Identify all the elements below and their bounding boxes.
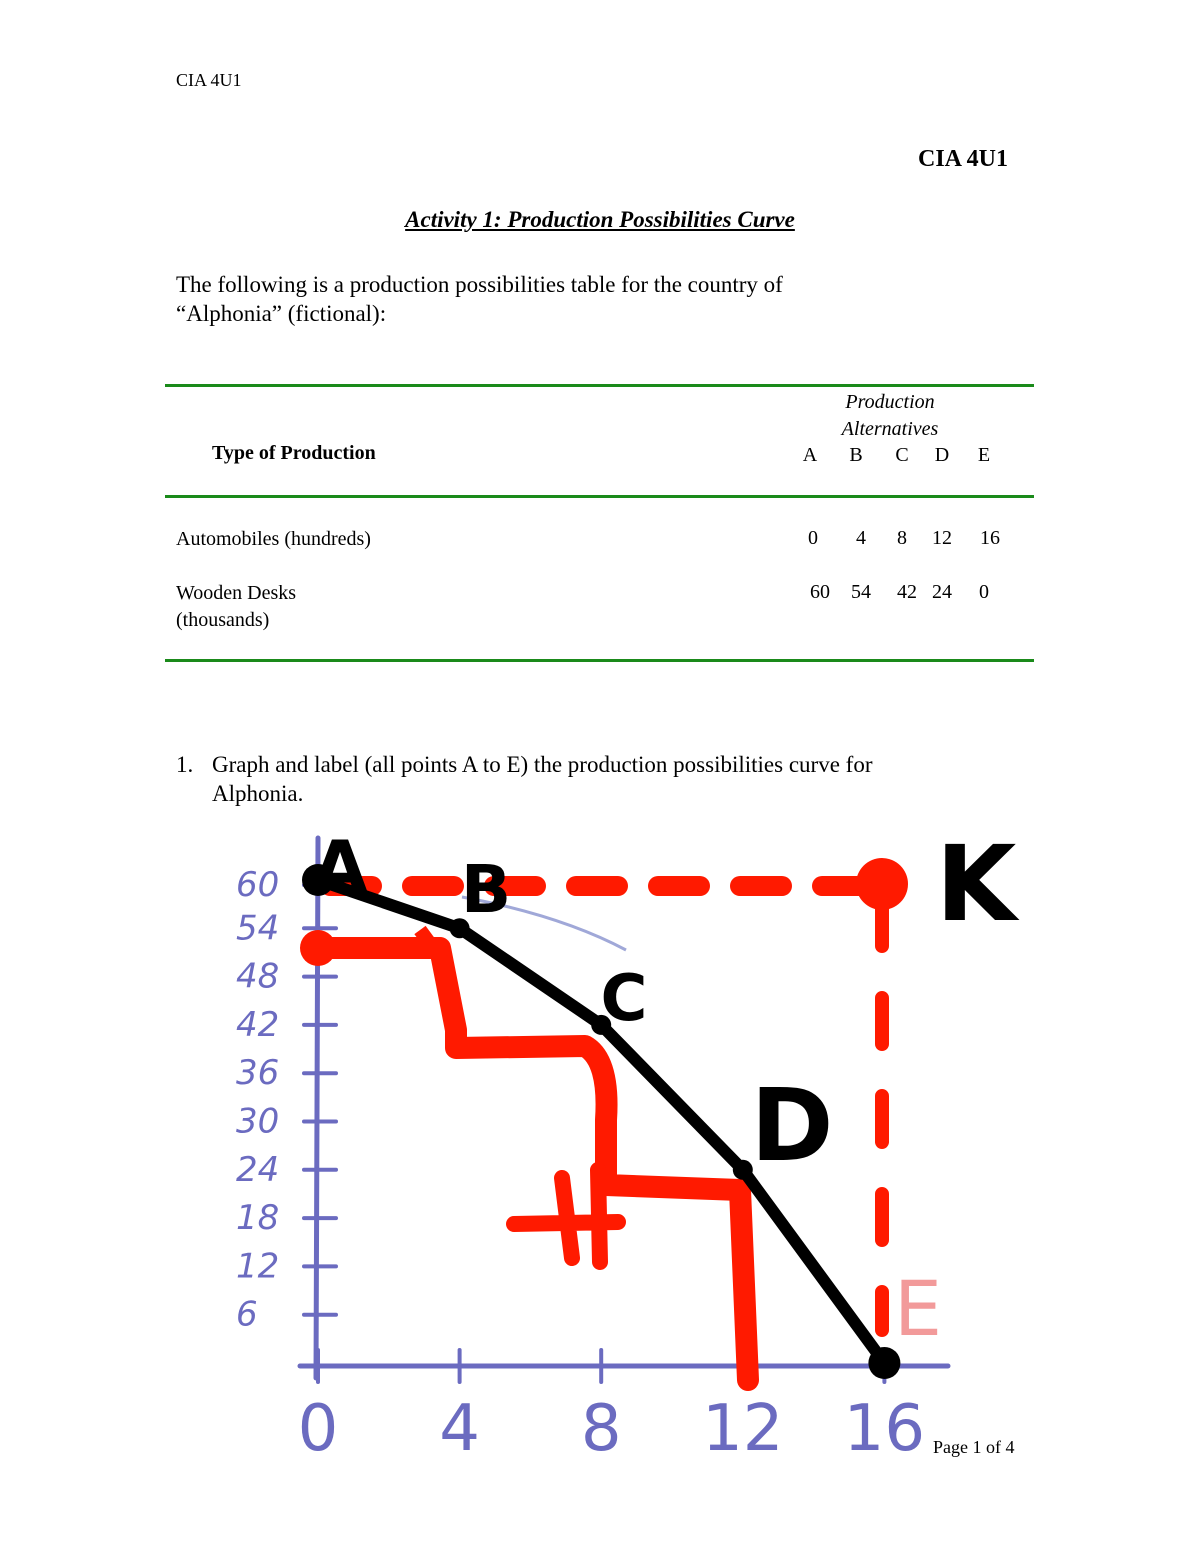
y-tick-label: 24 bbox=[236, 1149, 280, 1190]
header-course-small: CIA 4U1 bbox=[176, 70, 242, 90]
point-label-c: C bbox=[600, 962, 648, 1036]
y-tick-label: 6 bbox=[236, 1294, 258, 1335]
y-tick-label: 48 bbox=[236, 956, 280, 997]
column-header-c: C bbox=[895, 444, 909, 466]
cell-desks-a: 60 bbox=[810, 581, 830, 603]
intro-line-1: The following is a production possibilities table for the country of bbox=[176, 272, 783, 297]
intro-line-2: “Alphonia” (fictional): bbox=[176, 301, 387, 326]
cell-desks-d: 24 bbox=[932, 581, 952, 603]
row-label-automobiles: Automobiles (hundreds) bbox=[176, 528, 371, 550]
y-tick-label: 30 bbox=[236, 1101, 280, 1142]
x-tick-label: 12 bbox=[702, 1392, 784, 1466]
red-staircase bbox=[316, 948, 748, 1380]
question-1-line-2: Alphonia. bbox=[212, 781, 304, 806]
page-number: Page 1 of 4 bbox=[933, 1437, 1015, 1457]
cell-automobiles-c: 8 bbox=[897, 527, 907, 549]
y-tick-label: 60 bbox=[236, 865, 280, 905]
graph-axes bbox=[236, 838, 948, 1466]
cell-automobiles-a: 0 bbox=[808, 527, 818, 549]
x-tick-label: 16 bbox=[843, 1392, 926, 1466]
y-tick-label: 54 bbox=[236, 908, 280, 949]
point-label-a: A bbox=[312, 825, 368, 909]
red-h-mark bbox=[514, 1170, 618, 1262]
cell-desks-b: 54 bbox=[851, 581, 871, 603]
point-label-d: D bbox=[750, 1067, 834, 1184]
column-header-a: A bbox=[802, 444, 818, 466]
x-tick-label: 0 bbox=[297, 1392, 339, 1466]
point-label-e-faint: E bbox=[893, 1264, 943, 1353]
question-1-line-1: Graph and label (all points A to E) the production possibilities curve for bbox=[212, 752, 873, 777]
cell-desks-e: 0 bbox=[979, 581, 989, 603]
point-label-b: B bbox=[460, 851, 512, 928]
y-tick-label: 42 bbox=[236, 1004, 280, 1045]
page-title: Activity 1: Production Possibilities Curve bbox=[405, 207, 795, 232]
y-tick-label: 12 bbox=[236, 1246, 280, 1287]
y-axis-line bbox=[316, 838, 318, 1378]
column-header-d: D bbox=[934, 444, 950, 466]
table-type-heading: Type of Production bbox=[212, 442, 376, 464]
y-tick-label: 18 bbox=[236, 1198, 280, 1239]
row-label-desks-line-2: (thousands) bbox=[176, 609, 270, 631]
group-heading-line-2: Alternatives bbox=[841, 418, 939, 440]
cell-desks-c: 42 bbox=[897, 581, 917, 603]
column-header-e: E bbox=[977, 444, 991, 466]
cell-automobiles-d: 12 bbox=[932, 527, 952, 549]
red-start-dot bbox=[300, 930, 336, 966]
row-label-desks-line-1: Wooden Desks bbox=[176, 582, 297, 604]
point-label-k: K bbox=[935, 823, 1017, 945]
x-tick-label: 8 bbox=[580, 1392, 622, 1466]
group-heading-line-1: Production bbox=[845, 391, 935, 413]
header-course-right: CIA 4U1 bbox=[918, 146, 1009, 172]
column-header-b: B bbox=[849, 444, 863, 466]
x-tick-label: 4 bbox=[439, 1392, 480, 1466]
y-tick-label: 36 bbox=[236, 1053, 280, 1094]
question-1-number: 1. bbox=[176, 752, 194, 777]
point-k-dot bbox=[856, 858, 908, 910]
cell-automobiles-b: 4 bbox=[856, 527, 866, 549]
cell-automobiles-e: 16 bbox=[980, 527, 1000, 549]
